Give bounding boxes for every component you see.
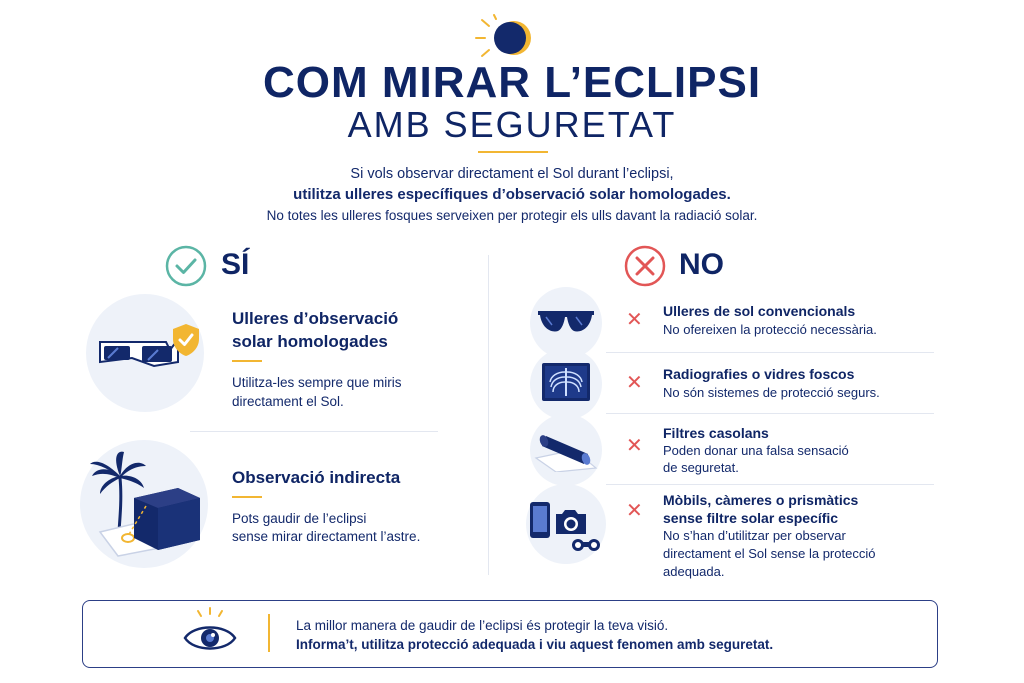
- cross-icon: ✕: [626, 372, 643, 394]
- yes-item-1-title-1: Ulleres d’observació: [232, 309, 399, 328]
- no-item-4-desc-1: No s’han d’utilitzar per observar: [663, 528, 846, 543]
- no-item-2-title: Radiografies o vidres foscos: [663, 366, 855, 382]
- yes-item-2-accent: [232, 496, 262, 498]
- no-item-1-desc: No ofereixen la protecció necessària.: [663, 322, 877, 337]
- title-underline: [478, 151, 548, 153]
- no-heading: NO: [679, 248, 724, 281]
- intro-text-1: Si vols observar directament el Sol durant l’eclipsi,: [350, 166, 674, 182]
- no-item-4-desc-2: directament el Sol sense la protecció: [663, 546, 876, 561]
- phone-camera-binoculars-icon: [528, 500, 608, 552]
- foil-roll-icon: [534, 428, 598, 472]
- no-separator-2: [606, 413, 934, 414]
- cross-circle-icon: [624, 245, 666, 287]
- no-item-3-desc-2: de seguretat.: [663, 460, 739, 475]
- yes-item-1-title-2: solar homologades: [232, 332, 388, 351]
- no-item-3-desc-1: Poden donar una falsa sensació: [663, 443, 849, 458]
- no-separator-3: [606, 484, 934, 485]
- shield-check-icon: [170, 322, 202, 358]
- yes-separator: [190, 431, 438, 432]
- yes-heading: SÍ: [221, 248, 250, 281]
- footer-divider: [268, 614, 270, 652]
- xray-icon: [541, 362, 591, 402]
- no-item-1-title: Ulleres de sol convencionals: [663, 303, 856, 319]
- yes-item-2-desc-2: sense mirar directament l’astre.: [232, 529, 421, 544]
- yes-item-1-accent: [232, 360, 262, 362]
- footer-text-1: La millor manera de gaudir de l’eclipsi és protegir la teva visió.: [296, 618, 669, 633]
- cross-icon: ✕: [626, 435, 643, 457]
- column-divider: [488, 255, 489, 575]
- cross-icon: ✕: [626, 309, 643, 331]
- no-item-4-title-2: sense filtre solar específic: [663, 510, 839, 526]
- yes-item-2-desc-1: Pots gaudir de l’eclipsi: [232, 511, 367, 526]
- intro-text-3: No totes les ulleres fosques serveixen per protegir els ulls davant la radiació solar.: [266, 208, 758, 223]
- check-circle-icon: [165, 245, 207, 287]
- pinhole-projection-icon: [88, 448, 208, 558]
- page-subtitle: AMB SEGURETAT: [347, 104, 677, 145]
- eye-icon: [182, 606, 238, 658]
- footer-text-2: Informa’t, utilitza protecció adequada i viu aquest fenomen amb seguretat.: [296, 637, 774, 652]
- cross-icon: ✕: [626, 500, 643, 522]
- intro-text-2: utilitza ulleres específiques d’observació solar homologades.: [293, 186, 731, 203]
- no-item-3-title: Filtres casolans: [663, 425, 769, 441]
- no-item-4-desc-3: adequada.: [663, 564, 725, 579]
- no-separator-1: [606, 352, 934, 353]
- yes-item-2-title: Observació indirecta: [232, 468, 401, 487]
- yes-item-1-desc-2: directament el Sol.: [232, 394, 344, 409]
- sunglasses-icon: [536, 305, 596, 337]
- no-item-2-desc: No són sistemes de protecció segurs.: [663, 385, 880, 400]
- no-item-4-title-1: Mòbils, càmeres o prismàtics: [663, 492, 859, 508]
- page-title: COM MIRAR L’ECLIPSI: [262, 58, 762, 107]
- eclipse-icon: [470, 14, 540, 60]
- yes-item-1-desc-1: Utilitza-les sempre que miris: [232, 375, 402, 390]
